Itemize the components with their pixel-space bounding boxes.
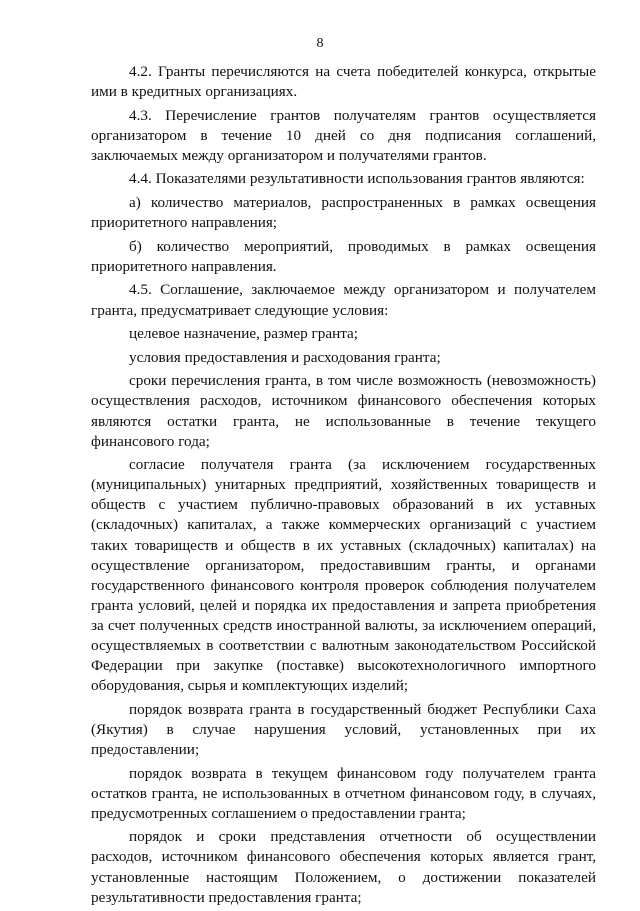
condition-reporting: порядок и сроки представления отчетности об осуществлении расходов, источником финансового обеспечения которых является грант, установленные настоящим Положением, о достижении показателей результативности предоставления гранта; [91,828,596,906]
condition-consent: согласие получателя гранта (за исключением государственных (муниципальных) унитарных предприятий, хозяйственных товариществ и обществ с участием публично-правовых образований в их уставных (складочных) капиталах, а также коммерческих организаций с участием таких товариществ и обществ в их уставных (складочных) капиталах) на осуществление организатором, предоставившим гранты, и органами государственного финансового контроля проверок соблюдения получателем гранта условий, целей и порядка их предоставления и запрета приобретения за счет полученных средств иностранной валюты, за исключением операций, осуществляемых в соответствии с валютным законодательством Российской Федерации при закупке (поставке) высокотехнологичного импортного оборудования, сырья и комплектующих изделий; [91,456,596,695]
paragraph-4-4-b: б) количество мероприятий, проводимых в рамках освещения приоритетного направления. [91,237,596,275]
paragraph-4-2: 4.2. Гранты перечисляются на счета победителей конкурса, открытые ими в кредитных организациях. [91,63,596,101]
document-body [91,62,596,911]
condition-return-violation: порядок возврата гранта в государственный бюджет Республики Саха (Якутия) в случае нарушения условий, установленных при их предоставлении; [91,700,596,758]
paragraph-4-5: 4.5. Соглашение, заключаемое между организатором и получателем гранта, предусматривает следующие условия: [91,281,596,319]
paragraph-4-4-a: а) количество материалов, распространенных в рамках освещения приоритетного направления; [91,194,596,232]
condition-transfer-dates: сроки перечисления гранта, в том числе возможность (невозможность) осуществления расходов, источником финансового обеспечения которых являются остатки гранта, не использованные в течение текущего финансового года; [91,372,596,450]
paragraph-4-3: 4.3. Перечисление грантов получателям грантов осуществляется организатором в течение 10 дней со дня подписания соглашений, заключаемых между организатором и получателями грантов. [91,106,596,164]
page-number: 8 [316,36,324,51]
condition-return-remainder: порядок возврата в текущем финансовом году получателем гранта остатков гранта, не использованных в отчетном финансовом году, в случаях, предусмотренных соглашением о предоставлении гранта; [91,764,596,822]
condition-terms: условия предоставления и расходования гранта; [129,348,441,366]
condition-purpose: целевое назначение, размер гранта; [129,325,359,343]
paragraph-4-4: 4.4. Показателями результативности использования грантов являются: [129,170,585,188]
